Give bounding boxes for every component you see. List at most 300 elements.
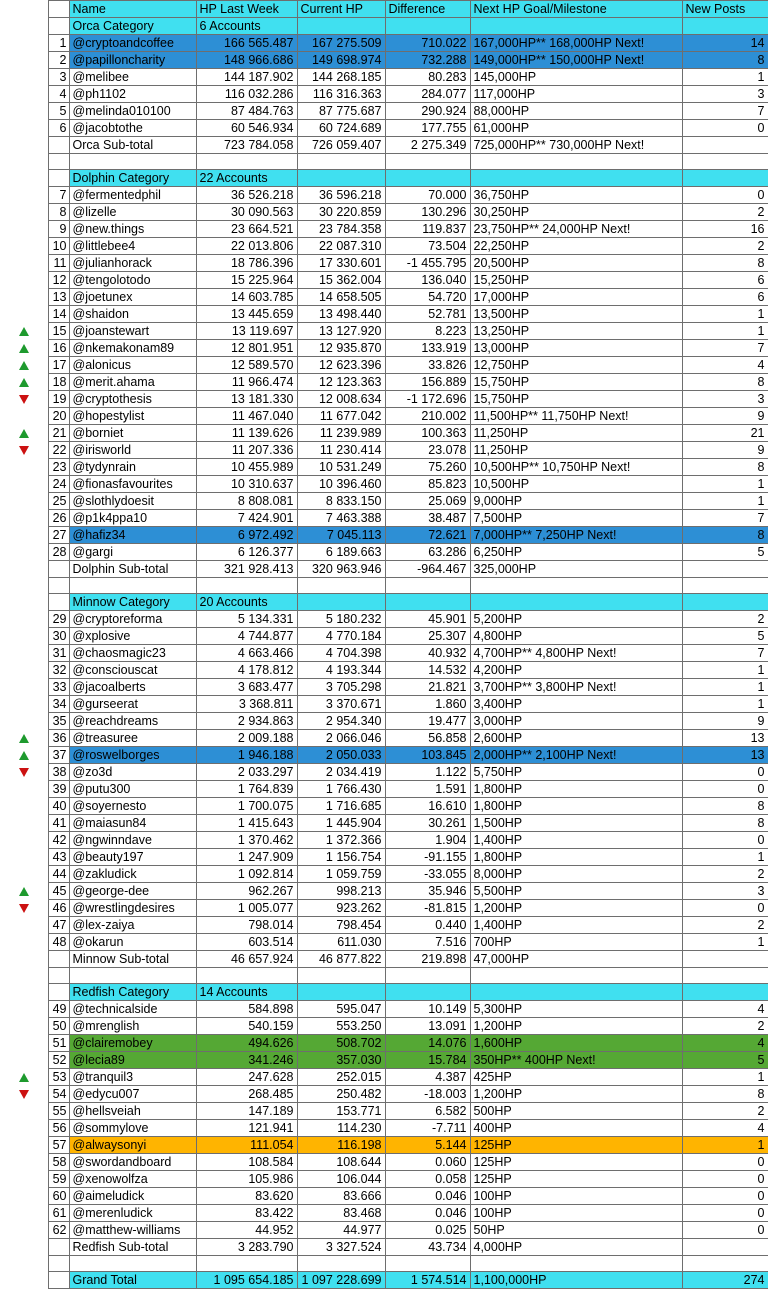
difference[interactable]: 710.022 [385,35,470,52]
hp-goal[interactable]: 350HP** 400HP Next! [470,1052,682,1069]
current-hp[interactable]: 153.771 [297,1103,385,1120]
row-number[interactable]: 38 [48,764,69,781]
row-number[interactable]: 25 [48,493,69,510]
new-posts[interactable]: 2 [682,1103,768,1120]
current-hp[interactable]: 12 008.634 [297,391,385,408]
subtotal-last[interactable]: 723 784.058 [196,137,297,154]
difference[interactable]: 732.288 [385,52,470,69]
new-posts[interactable]: 0 [682,781,768,798]
current-hp[interactable]: 595.047 [297,1001,385,1018]
hp-last-week[interactable]: 14 603.785 [196,289,297,306]
current-hp[interactable]: 36 596.218 [297,187,385,204]
current-hp[interactable]: 1 059.759 [297,866,385,883]
account-name[interactable]: @ngwinndave [69,832,196,849]
difference[interactable]: 38.487 [385,510,470,527]
current-hp[interactable]: 1 156.754 [297,849,385,866]
hp-last-week[interactable]: 6 972.492 [196,527,297,544]
hp-last-week[interactable]: 11 207.336 [196,442,297,459]
hp-goal[interactable]: 1,600HP [470,1035,682,1052]
current-hp[interactable]: 2 050.033 [297,747,385,764]
difference[interactable]: -7.711 [385,1120,470,1137]
category-count[interactable]: 14 Accounts [196,984,297,1001]
new-posts[interactable]: 7 [682,510,768,527]
difference[interactable]: -18.003 [385,1086,470,1103]
subtotal-goal[interactable]: 4,000HP [470,1239,682,1256]
grand-total-goal[interactable]: 1,100,000HP [470,1272,682,1289]
difference[interactable]: 35.946 [385,883,470,900]
row-number[interactable]: 32 [48,662,69,679]
row-number[interactable]: 41 [48,815,69,832]
new-posts[interactable]: 5 [682,628,768,645]
row-number[interactable]: 60 [48,1188,69,1205]
new-posts[interactable]: 6 [682,289,768,306]
difference[interactable]: 73.504 [385,238,470,255]
row-number[interactable]: 50 [48,1018,69,1035]
hp-last-week[interactable]: 23 664.521 [196,221,297,238]
row-number[interactable]: 47 [48,917,69,934]
row-number[interactable]: 33 [48,679,69,696]
account-name[interactable]: @aimeludick [69,1188,196,1205]
header-difference[interactable]: Difference [385,1,470,18]
account-name[interactable]: @matthew-williams [69,1222,196,1239]
new-posts[interactable]: 7 [682,340,768,357]
difference[interactable]: 70.000 [385,187,470,204]
new-posts[interactable]: 8 [682,255,768,272]
hp-last-week[interactable]: 1 415.643 [196,815,297,832]
row-number[interactable]: 44 [48,866,69,883]
account-name[interactable]: @jacobtothe [69,120,196,137]
difference[interactable]: -1 455.795 [385,255,470,272]
hp-last-week[interactable]: 30 090.563 [196,204,297,221]
subtotal-label[interactable]: Orca Sub-total [69,137,196,154]
hp-last-week[interactable]: 12 801.951 [196,340,297,357]
row-number[interactable]: 18 [48,374,69,391]
new-posts[interactable]: 9 [682,442,768,459]
hp-goal[interactable]: 88,000HP [470,103,682,120]
current-hp[interactable]: 13 127.920 [297,323,385,340]
new-posts[interactable]: 1 [682,323,768,340]
current-hp[interactable]: 116.198 [297,1137,385,1154]
grand-total-current[interactable]: 1 097 228.699 [297,1272,385,1289]
difference[interactable]: 1.860 [385,696,470,713]
difference[interactable]: 0.060 [385,1154,470,1171]
current-hp[interactable]: 2 066.046 [297,730,385,747]
difference[interactable]: 14.532 [385,662,470,679]
hp-last-week[interactable]: 2 009.188 [196,730,297,747]
current-hp[interactable]: 508.702 [297,1035,385,1052]
difference[interactable]: 0.440 [385,917,470,934]
account-name[interactable]: @cryptoreforma [69,611,196,628]
account-name[interactable]: @hafiz34 [69,527,196,544]
new-posts[interactable]: 0 [682,900,768,917]
row-number[interactable]: 7 [48,187,69,204]
hp-goal[interactable]: 1,200HP [470,900,682,917]
row-number[interactable]: 10 [48,238,69,255]
current-hp[interactable]: 553.250 [297,1018,385,1035]
current-hp[interactable]: 250.482 [297,1086,385,1103]
difference[interactable]: 0.025 [385,1222,470,1239]
new-posts[interactable]: 1 [682,476,768,493]
subtotal-last[interactable]: 321 928.413 [196,561,297,578]
hp-last-week[interactable]: 584.898 [196,1001,297,1018]
hp-goal[interactable]: 1,400HP [470,832,682,849]
account-name[interactable]: @merenludick [69,1205,196,1222]
hp-last-week[interactable]: 12 589.570 [196,357,297,374]
account-name[interactable]: @xenowolfza [69,1171,196,1188]
difference[interactable]: 80.283 [385,69,470,86]
subtotal-last[interactable]: 46 657.924 [196,951,297,968]
row-number[interactable]: 13 [48,289,69,306]
hp-last-week[interactable]: 247.628 [196,1069,297,1086]
difference[interactable]: 21.821 [385,679,470,696]
new-posts[interactable]: 8 [682,459,768,476]
hp-goal[interactable]: 12,750HP [470,357,682,374]
current-hp[interactable]: 87 775.687 [297,103,385,120]
difference[interactable]: 40.932 [385,645,470,662]
new-posts[interactable]: 6 [682,272,768,289]
current-hp[interactable]: 4 193.344 [297,662,385,679]
row-number[interactable]: 35 [48,713,69,730]
hp-goal[interactable]: 30,250HP [470,204,682,221]
current-hp[interactable]: 5 180.232 [297,611,385,628]
account-name[interactable]: @sommylove [69,1120,196,1137]
difference[interactable]: 19.477 [385,713,470,730]
row-number[interactable]: 8 [48,204,69,221]
new-posts[interactable]: 0 [682,1205,768,1222]
new-posts[interactable]: 8 [682,52,768,69]
account-name[interactable]: @clairemobey [69,1035,196,1052]
account-name[interactable]: @gargi [69,544,196,561]
current-hp[interactable]: 14 658.505 [297,289,385,306]
hp-last-week[interactable]: 147.189 [196,1103,297,1120]
hp-goal[interactable]: 10,500HP [470,476,682,493]
subtotal-current[interactable]: 46 877.822 [297,951,385,968]
new-posts[interactable]: 3 [682,86,768,103]
subtotal-current[interactable]: 726 059.407 [297,137,385,154]
hp-goal[interactable]: 8,000HP [470,866,682,883]
current-hp[interactable]: 17 330.601 [297,255,385,272]
account-name[interactable]: @littlebee4 [69,238,196,255]
new-posts[interactable]: 2 [682,917,768,934]
new-posts[interactable]: 5 [682,544,768,561]
current-hp[interactable]: 10 396.460 [297,476,385,493]
hp-goal[interactable]: 13,500HP [470,306,682,323]
account-name[interactable]: @lizelle [69,204,196,221]
header-new-posts[interactable]: New Posts [682,1,768,18]
difference[interactable]: 156.889 [385,374,470,391]
account-name[interactable]: @cryptothesis [69,391,196,408]
account-name[interactable]: @merit.ahama [69,374,196,391]
current-hp[interactable]: 7 045.113 [297,527,385,544]
hp-goal[interactable]: 11,250HP [470,425,682,442]
grand-total-last[interactable]: 1 095 654.185 [196,1272,297,1289]
row-number[interactable]: 1 [48,35,69,52]
difference[interactable]: 6.582 [385,1103,470,1120]
account-name[interactable]: @reachdreams [69,713,196,730]
difference[interactable]: 136.040 [385,272,470,289]
new-posts[interactable]: 8 [682,374,768,391]
new-posts[interactable]: 13 [682,747,768,764]
hp-last-week[interactable]: 44.952 [196,1222,297,1239]
account-name[interactable]: @shaidon [69,306,196,323]
account-name[interactable]: @ph1102 [69,86,196,103]
hp-last-week[interactable]: 111.054 [196,1137,297,1154]
difference[interactable]: 133.919 [385,340,470,357]
current-hp[interactable]: 1 766.430 [297,781,385,798]
hp-goal[interactable]: 125HP [470,1171,682,1188]
new-posts[interactable]: 8 [682,1086,768,1103]
difference[interactable]: 0.046 [385,1205,470,1222]
account-name[interactable]: @mrenglish [69,1018,196,1035]
hp-last-week[interactable]: 1 370.462 [196,832,297,849]
hp-goal[interactable]: 15,750HP [470,391,682,408]
difference[interactable]: 13.091 [385,1018,470,1035]
current-hp[interactable]: 108.644 [297,1154,385,1171]
current-hp[interactable]: 83.666 [297,1188,385,1205]
new-posts[interactable]: 7 [682,103,768,120]
subtotal-current[interactable]: 3 327.524 [297,1239,385,1256]
hp-last-week[interactable]: 60 546.934 [196,120,297,137]
row-number[interactable]: 40 [48,798,69,815]
row-number[interactable]: 26 [48,510,69,527]
category-title[interactable]: Dolphin Category [69,170,196,187]
difference[interactable]: 56.858 [385,730,470,747]
current-hp[interactable]: 611.030 [297,934,385,951]
new-posts[interactable]: 1 [682,1137,768,1154]
account-name[interactable]: @tengolotodo [69,272,196,289]
hp-goal[interactable]: 1,800HP [470,798,682,815]
current-hp[interactable]: 252.015 [297,1069,385,1086]
new-posts[interactable]: 1 [682,306,768,323]
difference[interactable]: 0.058 [385,1171,470,1188]
current-hp[interactable]: 114.230 [297,1120,385,1137]
current-hp[interactable]: 116 316.363 [297,86,385,103]
hp-goal[interactable]: 3,400HP [470,696,682,713]
hp-last-week[interactable]: 1 247.909 [196,849,297,866]
new-posts[interactable]: 3 [682,883,768,900]
hp-goal[interactable]: 5,300HP [470,1001,682,1018]
account-name[interactable]: @tydynrain [69,459,196,476]
difference[interactable]: 8.223 [385,323,470,340]
current-hp[interactable]: 106.044 [297,1171,385,1188]
hp-last-week[interactable]: 83.620 [196,1188,297,1205]
difference[interactable]: 1.591 [385,781,470,798]
current-hp[interactable]: 7 463.388 [297,510,385,527]
grand-total-difference[interactable]: 1 574.514 [385,1272,470,1289]
hp-last-week[interactable]: 83.422 [196,1205,297,1222]
new-posts[interactable]: 5 [682,1052,768,1069]
hp-last-week[interactable]: 5 134.331 [196,611,297,628]
row-number[interactable]: 56 [48,1120,69,1137]
hp-last-week[interactable]: 341.246 [196,1052,297,1069]
category-title[interactable]: Redfish Category [69,984,196,1001]
difference[interactable]: 1.122 [385,764,470,781]
new-posts[interactable]: 0 [682,1222,768,1239]
account-name[interactable]: @julianhorack [69,255,196,272]
row-number[interactable]: 24 [48,476,69,493]
new-posts[interactable]: 16 [682,221,768,238]
hp-goal[interactable]: 23,750HP** 24,000HP Next! [470,221,682,238]
account-name[interactable]: @swordandboard [69,1154,196,1171]
difference[interactable]: 72.621 [385,527,470,544]
row-number[interactable]: 57 [48,1137,69,1154]
row-number[interactable]: 34 [48,696,69,713]
new-posts[interactable]: 1 [682,69,768,86]
account-name[interactable]: @wrestlingdesires [69,900,196,917]
hp-goal[interactable]: 22,250HP [470,238,682,255]
row-number[interactable]: 3 [48,69,69,86]
subtotal-difference[interactable]: 2 275.349 [385,137,470,154]
new-posts[interactable]: 4 [682,1001,768,1018]
new-posts[interactable]: 0 [682,120,768,137]
row-number[interactable]: 48 [48,934,69,951]
current-hp[interactable]: 11 677.042 [297,408,385,425]
hp-goal[interactable]: 9,000HP [470,493,682,510]
account-name[interactable]: @papilloncharity [69,52,196,69]
row-number[interactable]: 61 [48,1205,69,1222]
difference[interactable]: 52.781 [385,306,470,323]
current-hp[interactable]: 83.468 [297,1205,385,1222]
row-number[interactable]: 22 [48,442,69,459]
account-name[interactable]: @melibee [69,69,196,86]
header-name[interactable]: Name [69,1,196,18]
hp-last-week[interactable]: 1 700.075 [196,798,297,815]
difference[interactable]: 14.076 [385,1035,470,1052]
account-name[interactable]: @slothlydoesit [69,493,196,510]
hp-last-week[interactable]: 3 683.477 [196,679,297,696]
hp-goal[interactable]: 13,250HP [470,323,682,340]
difference[interactable]: 5.144 [385,1137,470,1154]
new-posts[interactable]: 8 [682,527,768,544]
row-number[interactable]: 20 [48,408,69,425]
new-posts[interactable]: 1 [682,662,768,679]
subtotal-difference[interactable]: 43.734 [385,1239,470,1256]
hp-last-week[interactable]: 10 455.989 [196,459,297,476]
row-number[interactable]: 55 [48,1103,69,1120]
row-number[interactable]: 19 [48,391,69,408]
hp-last-week[interactable]: 4 744.877 [196,628,297,645]
current-hp[interactable]: 1 445.904 [297,815,385,832]
account-name[interactable]: @consciouscat [69,662,196,679]
new-posts[interactable]: 13 [682,730,768,747]
difference[interactable]: 16.610 [385,798,470,815]
hp-last-week[interactable]: 268.485 [196,1086,297,1103]
hp-goal[interactable]: 167,000HP** 168,000HP Next! [470,35,682,52]
current-hp[interactable]: 3 705.298 [297,679,385,696]
new-posts[interactable]: 7 [682,645,768,662]
subtotal-difference[interactable]: -964.467 [385,561,470,578]
hp-goal[interactable]: 125HP [470,1154,682,1171]
difference[interactable]: 7.516 [385,934,470,951]
account-name[interactable]: @p1k4ppa10 [69,510,196,527]
hp-goal[interactable]: 149,000HP** 150,000HP Next! [470,52,682,69]
hp-goal[interactable]: 5,750HP [470,764,682,781]
new-posts[interactable]: 2 [682,611,768,628]
hp-last-week[interactable]: 13 445.659 [196,306,297,323]
row-number[interactable]: 31 [48,645,69,662]
row-number[interactable]: 53 [48,1069,69,1086]
account-name[interactable]: @putu300 [69,781,196,798]
hp-last-week[interactable]: 494.626 [196,1035,297,1052]
current-hp[interactable]: 357.030 [297,1052,385,1069]
account-name[interactable]: @borniet [69,425,196,442]
hp-goal[interactable]: 4,800HP [470,628,682,645]
hp-last-week[interactable]: 105.986 [196,1171,297,1188]
hp-last-week[interactable]: 87 484.763 [196,103,297,120]
new-posts[interactable]: 0 [682,1188,768,1205]
hp-last-week[interactable]: 8 808.081 [196,493,297,510]
hp-last-week[interactable]: 108.584 [196,1154,297,1171]
hp-goal[interactable]: 400HP [470,1120,682,1137]
new-posts[interactable]: 2 [682,1018,768,1035]
current-hp[interactable]: 3 370.671 [297,696,385,713]
hp-last-week[interactable]: 11 139.626 [196,425,297,442]
account-name[interactable]: @george-dee [69,883,196,900]
account-name[interactable]: @joetunex [69,289,196,306]
hp-last-week[interactable]: 1 092.814 [196,866,297,883]
grand-total-label[interactable]: Grand Total [69,1272,196,1289]
subtotal-last[interactable]: 3 283.790 [196,1239,297,1256]
new-posts[interactable]: 0 [682,1154,768,1171]
hp-last-week[interactable]: 2 033.297 [196,764,297,781]
current-hp[interactable]: 13 498.440 [297,306,385,323]
account-name[interactable]: @fermentedphil [69,187,196,204]
new-posts[interactable]: 0 [682,187,768,204]
current-hp[interactable]: 44.977 [297,1222,385,1239]
hp-goal[interactable]: 11,250HP [470,442,682,459]
hp-last-week[interactable]: 1 005.077 [196,900,297,917]
new-posts[interactable]: 21 [682,425,768,442]
row-number[interactable]: 62 [48,1222,69,1239]
row-number[interactable]: 30 [48,628,69,645]
account-name[interactable]: @fionasfavourites [69,476,196,493]
row-number[interactable]: 2 [48,52,69,69]
header-goal[interactable]: Next HP Goal/Milestone [470,1,682,18]
new-posts[interactable]: 4 [682,357,768,374]
row-number[interactable]: 54 [48,1086,69,1103]
hp-goal[interactable]: 7,000HP** 7,250HP Next! [470,527,682,544]
row-number[interactable]: 39 [48,781,69,798]
hp-last-week[interactable]: 36 526.218 [196,187,297,204]
row-number[interactable]: 23 [48,459,69,476]
current-hp[interactable]: 11 239.989 [297,425,385,442]
hp-goal[interactable]: 1,400HP [470,917,682,934]
row-number[interactable]: 43 [48,849,69,866]
account-name[interactable]: @nkemakonam89 [69,340,196,357]
row-number[interactable]: 29 [48,611,69,628]
difference[interactable]: -1 172.696 [385,391,470,408]
row-number[interactable]: 4 [48,86,69,103]
hp-last-week[interactable]: 144 187.902 [196,69,297,86]
difference[interactable]: 30.261 [385,815,470,832]
hp-last-week[interactable]: 540.159 [196,1018,297,1035]
hp-goal[interactable]: 10,500HP** 10,750HP Next! [470,459,682,476]
current-hp[interactable]: 923.262 [297,900,385,917]
account-name[interactable]: @edycu007 [69,1086,196,1103]
new-posts[interactable]: 4 [682,1035,768,1052]
subtotal-current[interactable]: 320 963.946 [297,561,385,578]
new-posts[interactable]: 3 [682,391,768,408]
hp-goal[interactable]: 1,200HP [470,1086,682,1103]
account-name[interactable]: @cryptoandcoffee [69,35,196,52]
hp-last-week[interactable]: 148 966.686 [196,52,297,69]
hp-goal[interactable]: 15,750HP [470,374,682,391]
hp-goal[interactable]: 125HP [470,1137,682,1154]
new-posts[interactable]: 1 [682,1069,768,1086]
hp-last-week[interactable]: 3 368.811 [196,696,297,713]
header-hp-last-week[interactable]: HP Last Week [196,1,297,18]
current-hp[interactable]: 30 220.859 [297,204,385,221]
